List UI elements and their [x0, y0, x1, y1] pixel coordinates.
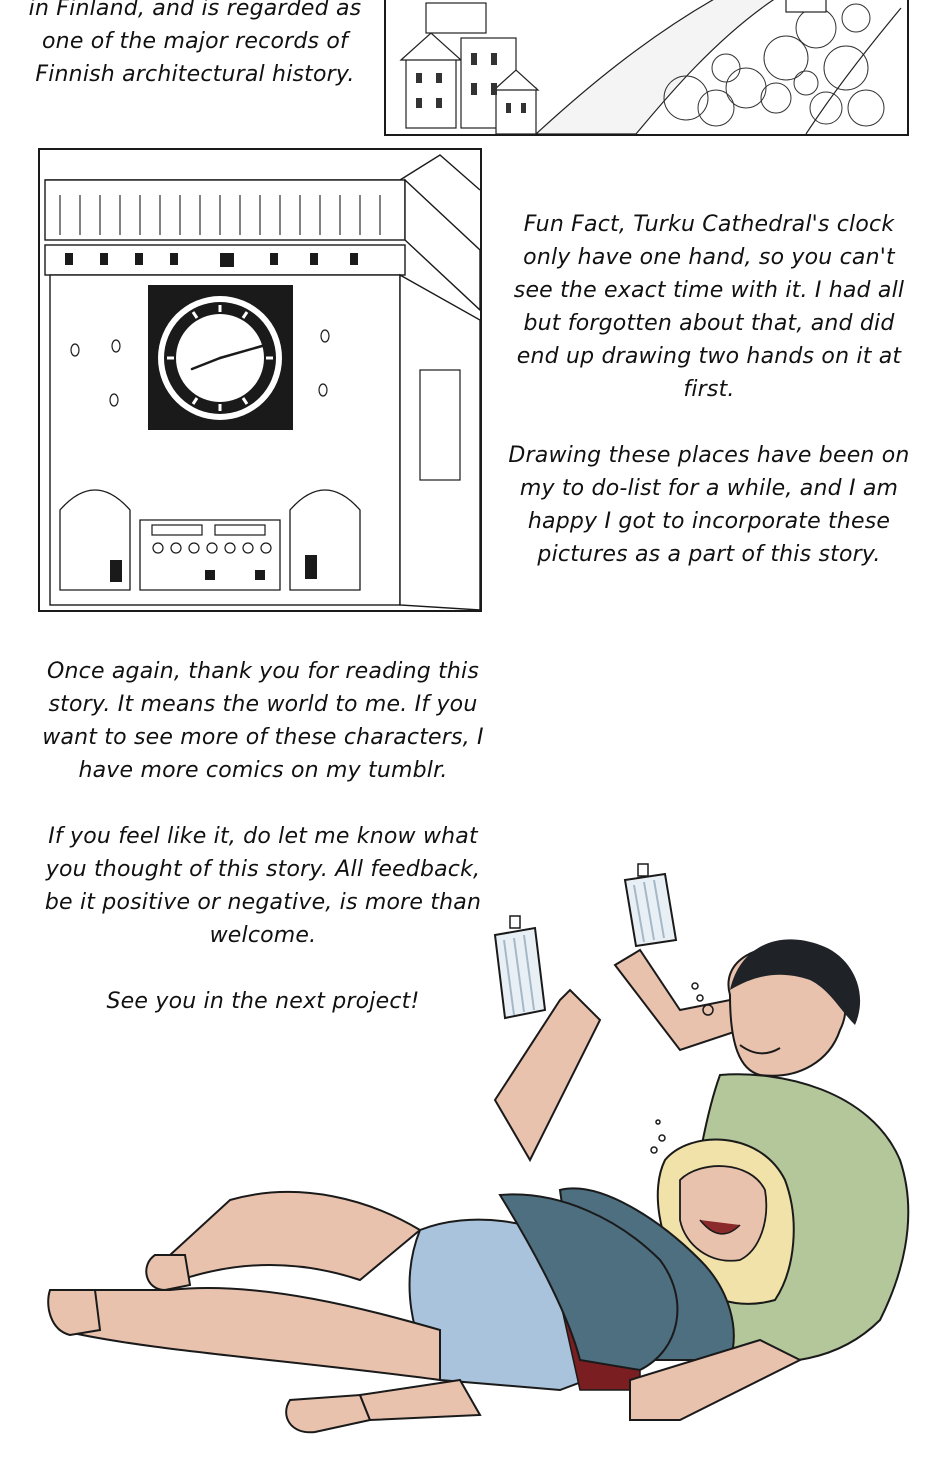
closing-thanks-paragraph: Once again, thank you for reading this story. It means the world to me. If you want to see more of these characters, I have more comics on my tumblr.: [42, 659, 484, 783]
town-street-illustration: [386, 0, 907, 134]
clock-fun-fact-caption: [508, 208, 910, 604]
clock-tower-panel: [38, 148, 482, 612]
closing-signoff-paragraph: See you in the next project!: [106, 989, 420, 1014]
two-characters-celebrating-illustration: [40, 860, 920, 1450]
cathedral-clock-tower-illustration: [40, 150, 480, 610]
closing-feedback-paragraph: If you feel like it, do let me know what you thought of this story. All feedback, be it positive or negative, is more than welcome.: [44, 824, 482, 948]
can-icon-right: [625, 864, 676, 946]
top-caption-line-1: in Finland, and is regarded as: [28, 0, 362, 21]
top-caption: [20, 0, 370, 91]
can-icon-left: [495, 916, 545, 1018]
top-caption-line-3: Finnish architectural history.: [35, 62, 355, 87]
top-caption-line-2: one of the major records of: [42, 29, 348, 54]
clock-todo-paragraph: Drawing these places have been on my to do-list for a while, and I am happy I got to incorporate these pictures as a part of this story.: [508, 443, 910, 567]
characters-illustration: [40, 860, 920, 1450]
clock-fun-fact-paragraph: Fun Fact, Turku Cathedral's clock only have one hand, so you can't see the exact time with it. I had all but forgotten about that, and did end up drawing two hands on it at first.: [513, 212, 905, 402]
street-panel: [384, 0, 909, 136]
